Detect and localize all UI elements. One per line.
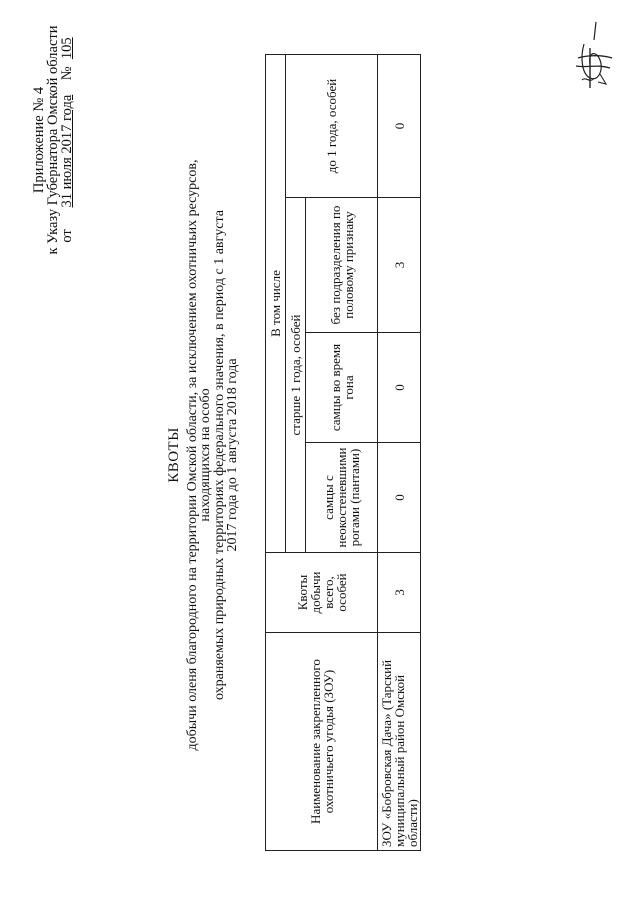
heading-line-1: добычи оленя благородного на территории Омской области, за исключением охотничьих ресурсов, находящихся на особо xyxy=(184,159,213,751)
header-including: В том числе xyxy=(266,55,286,553)
heading-line-2: охраняемых природных территориях федерального значения, в период с 1 августа xyxy=(211,210,227,700)
row-males-rut: 0 xyxy=(378,333,421,443)
header-total-quota: Квоты добычи всего, особей xyxy=(266,553,378,633)
quota-table xyxy=(265,54,421,851)
row-no-sex-division: 3 xyxy=(378,198,421,333)
header-males-rut: самцы во время гона xyxy=(306,333,378,443)
handwritten-signature xyxy=(560,18,620,98)
decree-date-line xyxy=(60,15,74,265)
header-hunting-ground-name: Наименование закрепленного охотничьего угодья (ЗОУ) xyxy=(266,633,378,851)
decree-reference: к Указу Губернатора Омской области xyxy=(45,25,61,255)
header-no-sex-division: без подразделения по половому признаку xyxy=(306,198,378,333)
heading-line-3: 2017 года до 1 августа 2018 года xyxy=(225,358,240,552)
row-males-antlers: 0 xyxy=(378,443,421,553)
header-over-1-year: старше 1 года, особей xyxy=(286,198,306,553)
row-total-quota: 3 xyxy=(378,553,421,633)
decree-date: 31 июля 2017 года xyxy=(59,94,75,208)
header-males-antlers: самцы с неокостеневшими рогами (пантами) xyxy=(306,443,378,553)
appendix-number: Приложение № 4 xyxy=(31,86,47,194)
appendix-block xyxy=(32,15,74,265)
decree-number: 105 xyxy=(59,37,75,60)
page-title: КВОТЫ xyxy=(166,427,182,483)
header-under-1-year: до 1 года, особей xyxy=(286,55,378,198)
document-heading xyxy=(168,145,240,765)
row-under-1-year: 0 xyxy=(378,55,421,198)
number-label: № xyxy=(59,66,75,81)
row-hunting-ground-name: ЗОУ «Бобровская Дача» (Тарский муниципальный район Омской области) xyxy=(378,633,421,851)
table-row xyxy=(378,55,421,851)
from-label: от xyxy=(59,229,75,243)
